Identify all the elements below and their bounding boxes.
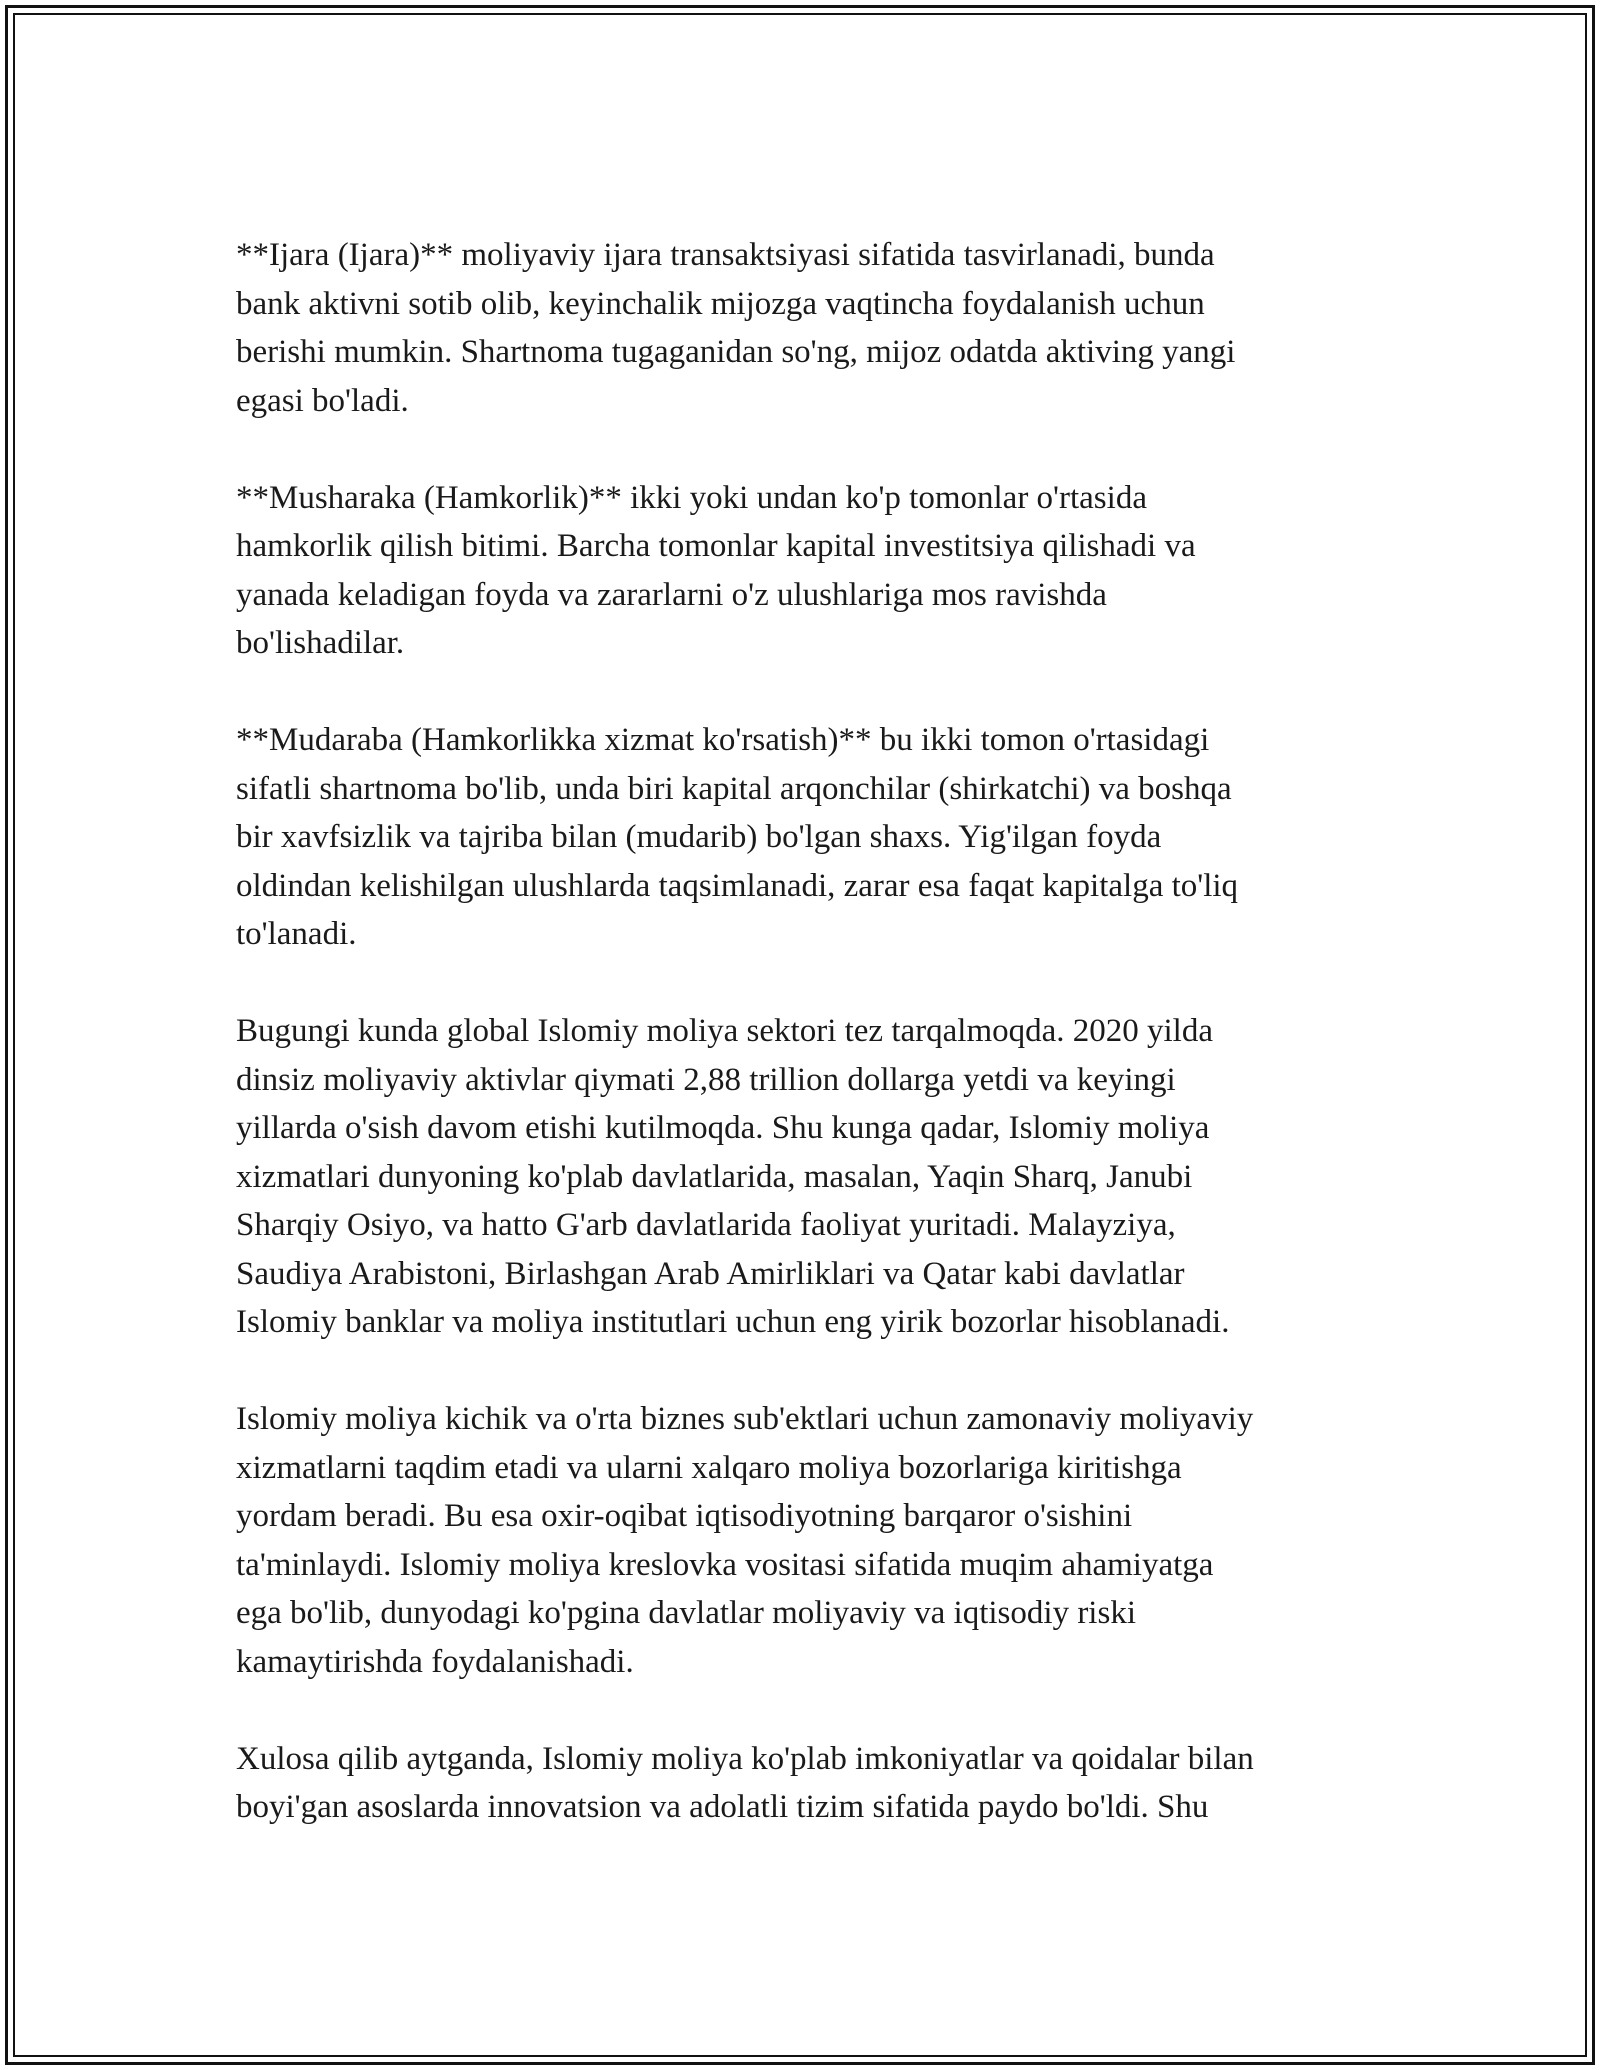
text-line: **Mudaraba (Hamkorlikka xizmat ko'rsatish)** bu ikki tomon o'rtasidagi (236, 722, 1210, 758)
text-line: yillarda o'sish davom etishi kutilmoqda. Shu kunga qadar, Islomiy moliya (236, 1110, 1210, 1146)
text-line: Sharqiy Osiyo, va hatto G'arb davlatlarida faoliyat yuritadi. Malayziya, (236, 1207, 1176, 1243)
paragraph-conclusion (236, 1735, 1376, 1832)
text-line: boyi'gan asoslarda innovatsion va adolatli tizim sifatida paydo bo'ldi. Shu (236, 1789, 1209, 1825)
text-line: xizmatlarni taqdim etadi va ularni xalqaro moliya bozorlariga kiritishga (236, 1449, 1182, 1486)
text-line: yanada keladigan foyda va zararlarni o'z ulushlariga mos ravishda (236, 576, 1107, 613)
paragraph-mudaraba (236, 716, 1376, 959)
text-line: **Musharaka (Hamkorlik)** ikki yoki undan ko'p tomonlar o'rtasida (236, 479, 1147, 516)
text-line: Xulosa qilib aytganda, Islomiy moliya ko'plab imkoniyatlar va qoidalar bilan (236, 1740, 1254, 1777)
text-line: yordam beradi. Bu esa oxir-oqibat iqtisodiyotning barqaror o'sishini (236, 1498, 1133, 1534)
text-line: oldindan kelishilgan ulushlarda taqsimlanadi, zarar esa faqat kapitalga to'liq (236, 867, 1239, 904)
text-line: Bugungi kunda global Islomiy moliya sektori tez tarqalmoqda. 2020 yilda (236, 1013, 1213, 1049)
text-line: hamkorlik qilish bitimi. Barcha tomonlar kapital investitsiya qilishadi va (236, 528, 1196, 564)
text-line: xizmatlari dunyoning ko'plab davlatlarida, masalan, Yaqin Sharq, Janubi (236, 1158, 1193, 1195)
paragraph-ijara (236, 231, 1376, 425)
paragraph-global-sector (236, 1007, 1376, 1347)
text-line: dinsiz moliyaviy aktivlar qiymati 2,88 trillion dollarga yetdi va keyingi (236, 1061, 1176, 1098)
text-line: ega bo'lib, dunyodagi ko'pgina davlatlar moliyaviy va iqtisodiy riski (236, 1595, 1136, 1631)
paragraph-small-business (236, 1395, 1376, 1686)
text-line: Saudiya Arabistoni, Birlashgan Arab Amirliklari va Qatar kabi davlatlar (236, 1255, 1185, 1292)
text-line: kamaytirishda foydalanishadi. (236, 1643, 634, 1680)
text-line: Islomiy moliya kichik va o'rta biznes sub'ektlari uchun zamonaviy moliyaviy (236, 1401, 1254, 1437)
text-line: to'lanadi. (236, 916, 357, 952)
text-line: bank aktivni sotib olib, keyinchalik mijozga vaqtincha foydalanish uchun (236, 285, 1205, 322)
text-line: **Ijara (Ijara)** moliyaviy ijara transaktsiyasi sifatida tasvirlanadi, bunda (236, 237, 1215, 273)
paragraph-musharaka (236, 474, 1376, 668)
text-line: bir xavfsizlik va tajriba bilan (mudarib) bo'lgan shaxs. Yig'ilgan foyda (236, 819, 1162, 855)
text-line: bo'lishadilar. (236, 625, 405, 661)
text-line: Islomiy banklar va moliya institutlari uchun eng yirik bozorlar hisoblanadi. (236, 1304, 1230, 1340)
document-body (236, 231, 1376, 1880)
text-line: ta'minlaydi. Islomiy moliya kreslovka vositasi sifatida muqim ahamiyatga (236, 1546, 1214, 1583)
text-line: sifatli shartnoma bo'lib, unda biri kapital arqonchilar (shirkatchi) va boshqa (236, 770, 1232, 807)
text-line: berishi mumkin. Shartnoma tugaganidan so'ng, mijoz odatda aktiving yangi (236, 334, 1236, 370)
text-line: egasi bo'ladi. (236, 382, 409, 419)
